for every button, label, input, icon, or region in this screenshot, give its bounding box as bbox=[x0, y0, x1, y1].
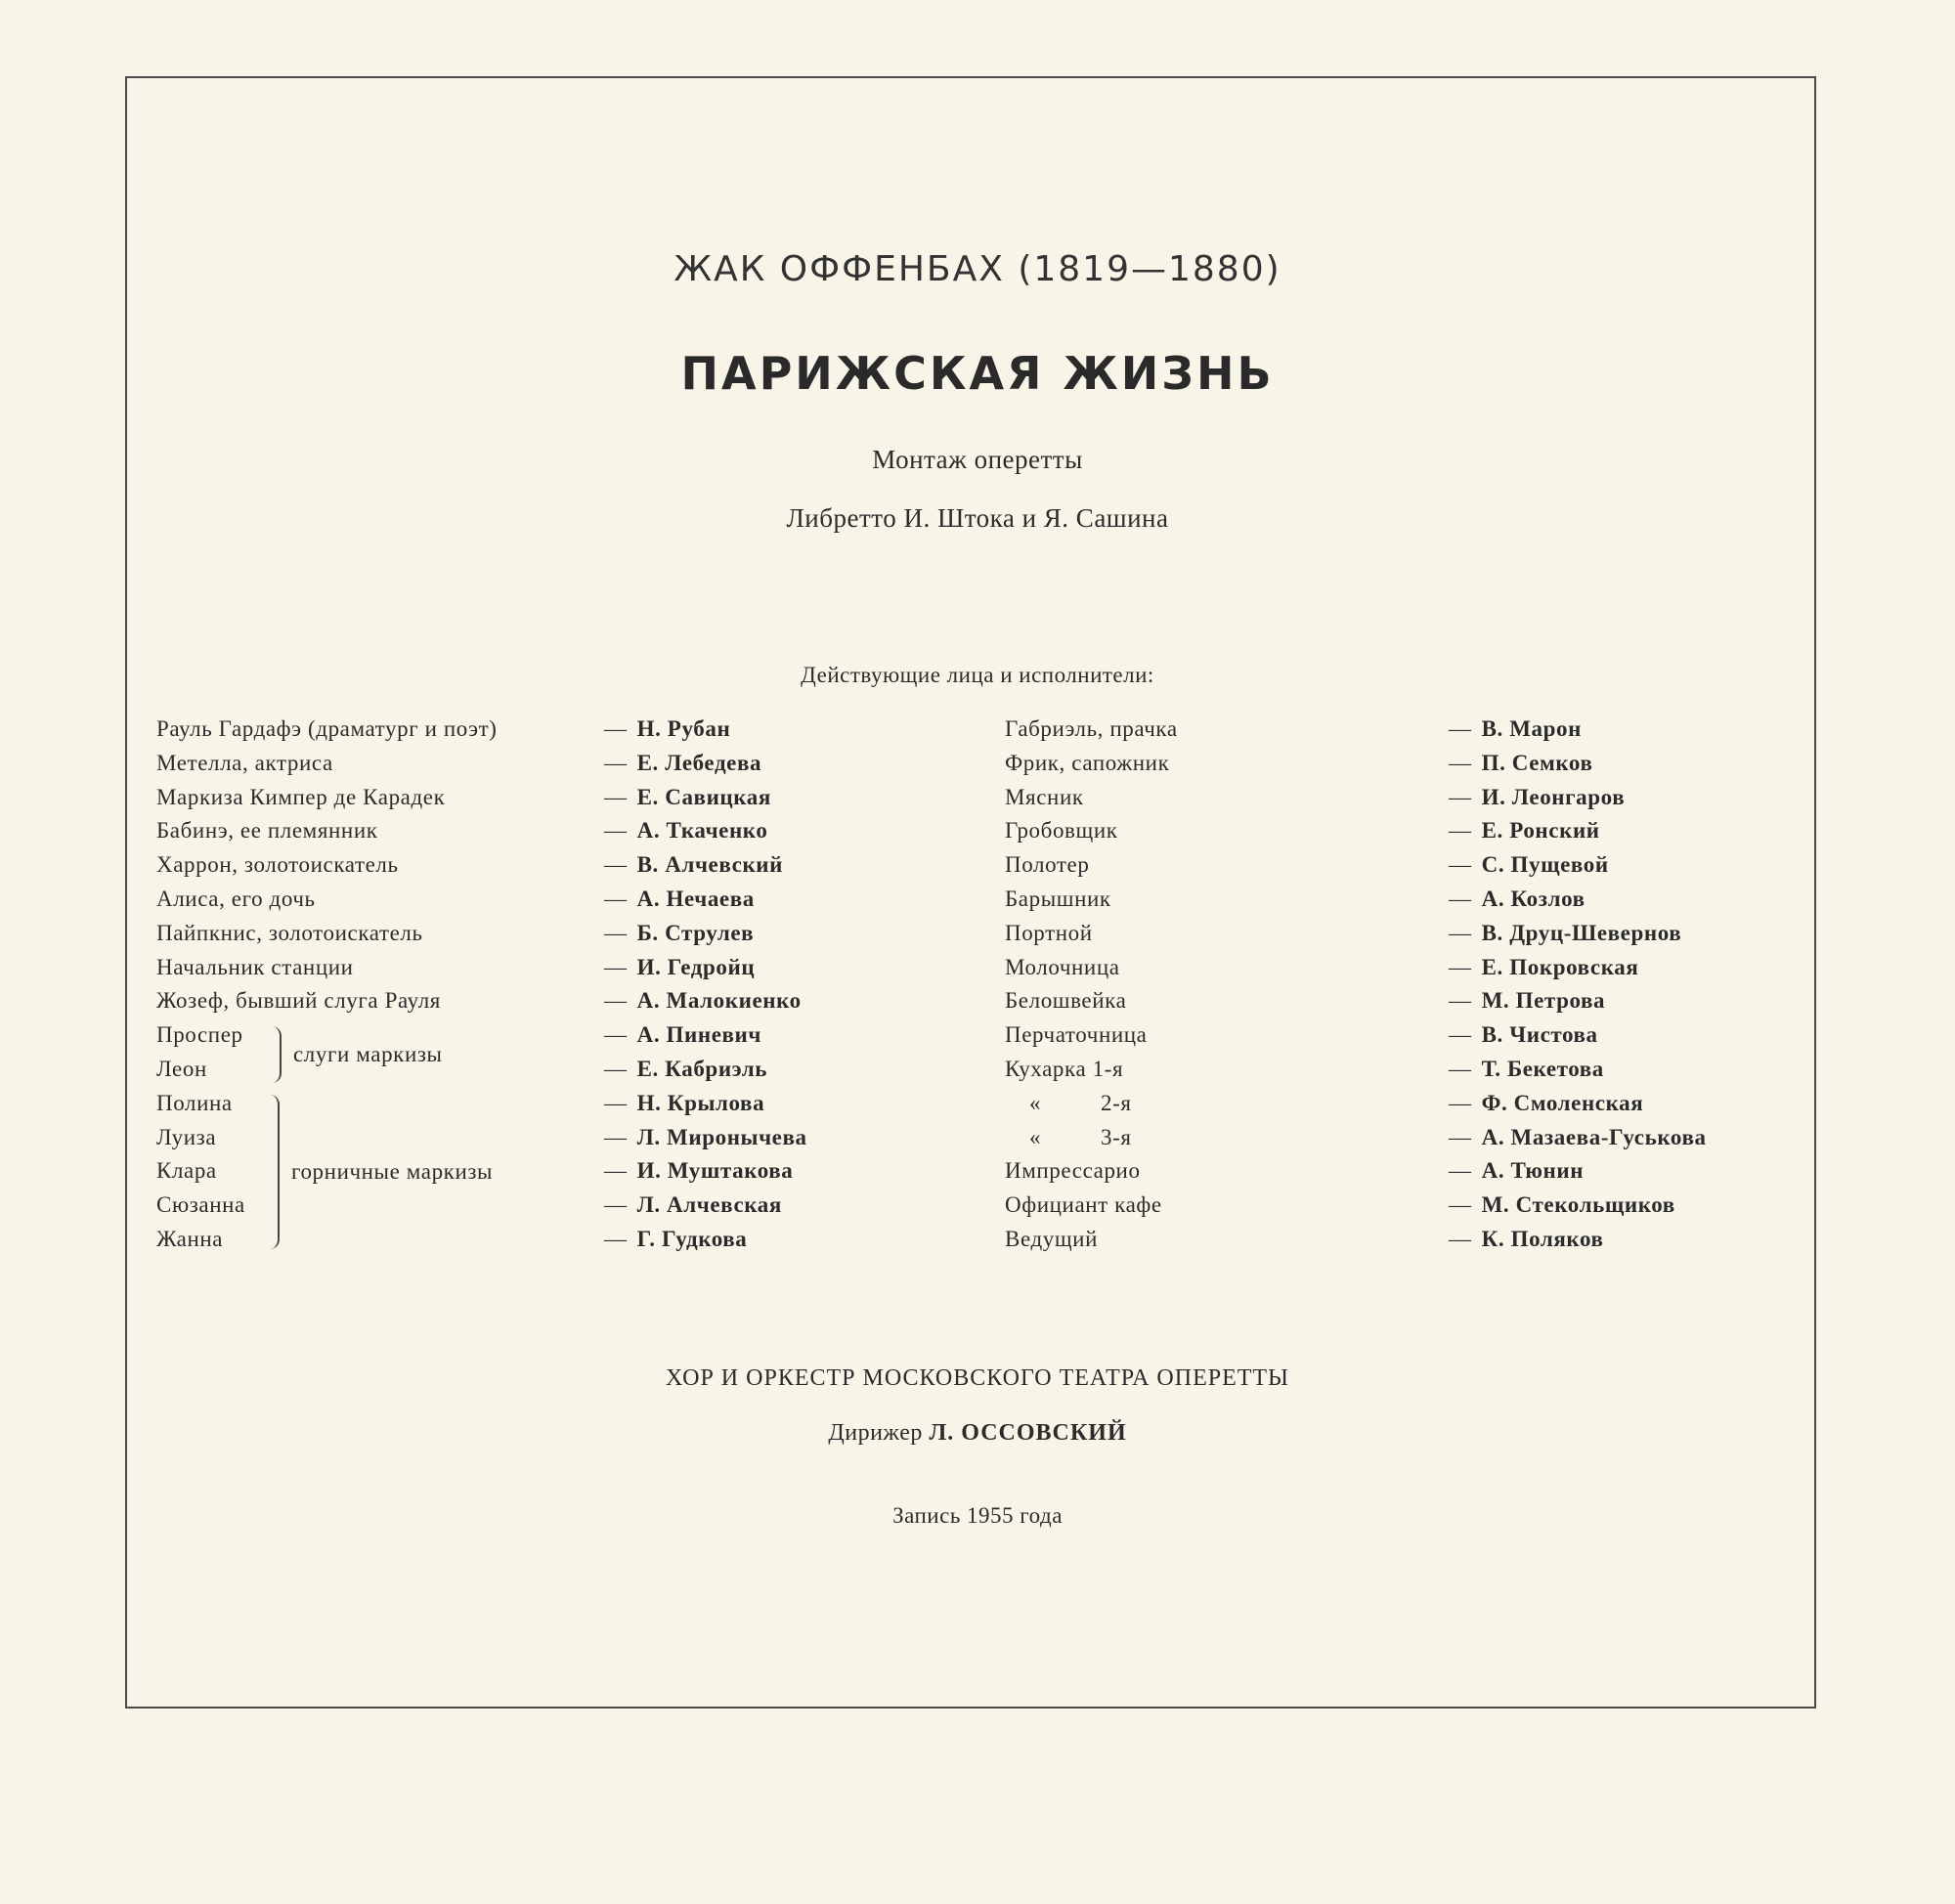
actor-name: А. Малокиенко bbox=[636, 988, 802, 1014]
right-actor bbox=[1449, 1057, 1604, 1082]
work-title: ПАРИЖСКАЯ ЖИЗНЬ bbox=[680, 347, 1275, 400]
maids-brace bbox=[270, 1095, 280, 1249]
left-actor bbox=[604, 1192, 782, 1218]
right-actor bbox=[1449, 1022, 1598, 1048]
dash-separator: — bbox=[1449, 1124, 1472, 1149]
left-role: Жозеф, бывший слуга Рауля bbox=[156, 988, 441, 1014]
left-role: Проспер bbox=[156, 1022, 243, 1048]
dash-separator: — bbox=[1449, 716, 1472, 741]
dash-separator: — bbox=[1449, 988, 1472, 1014]
actor-name: Н. Рубан bbox=[636, 716, 731, 741]
left-role: Сюзанна bbox=[156, 1192, 245, 1218]
actor-name: Б. Струлев bbox=[636, 920, 755, 945]
left-role: Пайпкнис, золотоискатель bbox=[156, 920, 423, 945]
right-role: Официант кафе bbox=[1005, 1192, 1162, 1218]
right-role: Перчаточница bbox=[1005, 1022, 1148, 1048]
conductor-label: Дирижер bbox=[828, 1420, 923, 1446]
actor-name: А. Козлов bbox=[1481, 887, 1586, 911]
composer-heading: ЖАК ОФФЕНБАХ (1819—1880) bbox=[673, 249, 1282, 289]
dash-separator: — bbox=[1449, 1158, 1472, 1184]
left-role: Полина bbox=[156, 1090, 233, 1115]
actor-name: К. Поляков bbox=[1481, 1227, 1604, 1251]
right-role: Мясник bbox=[1005, 784, 1084, 809]
actor-name: С. Пущевой bbox=[1481, 852, 1609, 878]
left-role: Харрон, золотоискатель bbox=[156, 852, 399, 878]
actor-name: А. Мазаева-Гуськова bbox=[1481, 1124, 1707, 1149]
recording-year: Запись 1955 года bbox=[892, 1503, 1063, 1528]
right-role: Молочница bbox=[1005, 954, 1120, 979]
ditto-mark: « bbox=[1028, 1090, 1042, 1115]
right-role: Портной bbox=[1005, 920, 1093, 945]
right-actor bbox=[1449, 921, 1681, 946]
right-actor bbox=[1449, 1192, 1675, 1218]
dash-separator: — bbox=[1449, 954, 1472, 979]
left-actor bbox=[604, 921, 754, 946]
left-role: Жанна bbox=[156, 1227, 224, 1251]
right-actor bbox=[1449, 887, 1586, 912]
right-actor bbox=[1449, 751, 1592, 776]
right-role: Полотер bbox=[1005, 852, 1090, 878]
conductor-name: Л. ОССОВСКИЙ bbox=[929, 1420, 1127, 1446]
right-actor bbox=[1449, 785, 1625, 810]
dash-separator: — bbox=[604, 852, 628, 878]
right-actor bbox=[1449, 955, 1638, 980]
actor-name: В. Друц-Шевернов bbox=[1481, 920, 1682, 945]
actor-name: В. Чистова bbox=[1481, 1022, 1598, 1048]
left-actor bbox=[604, 751, 761, 776]
actor-name: Т. Бекетова bbox=[1481, 1057, 1604, 1081]
actor-name: Е. Савицкая bbox=[636, 784, 771, 809]
left-actor bbox=[604, 1057, 767, 1082]
dash-separator: — bbox=[604, 988, 628, 1014]
actor-name: П. Семков bbox=[1481, 750, 1593, 775]
right-role: Импрессарио bbox=[1005, 1158, 1141, 1184]
left-actor bbox=[604, 1125, 807, 1150]
role-ordinal: 2-я bbox=[1101, 1090, 1132, 1115]
right-role: Ведущий bbox=[1005, 1227, 1098, 1251]
left-actor bbox=[604, 716, 730, 742]
actor-name: А. Пиневич bbox=[636, 1022, 761, 1048]
right-role bbox=[1005, 1091, 1132, 1116]
right-actor bbox=[1449, 1158, 1584, 1184]
right-actor bbox=[1449, 1125, 1707, 1150]
dash-separator: — bbox=[1449, 887, 1472, 911]
actor-name: И. Гедройц bbox=[636, 954, 756, 979]
left-actor bbox=[604, 1158, 793, 1184]
dash-separator: — bbox=[604, 1192, 628, 1218]
dash-separator: — bbox=[604, 1057, 628, 1081]
left-actor bbox=[604, 1091, 764, 1116]
dash-separator: — bbox=[1449, 920, 1472, 945]
actor-name: Е. Кабриэль bbox=[636, 1057, 768, 1081]
actor-name: М. Петрова bbox=[1481, 988, 1606, 1014]
left-actor bbox=[604, 1022, 761, 1048]
dash-separator: — bbox=[604, 887, 628, 911]
dash-separator: — bbox=[1449, 1227, 1472, 1251]
left-role: Луиза bbox=[156, 1124, 217, 1149]
left-actor bbox=[604, 1227, 747, 1252]
actor-name: И. Леонгаров bbox=[1481, 784, 1626, 809]
dash-separator: — bbox=[604, 920, 628, 945]
actor-name: Е. Ронский bbox=[1481, 818, 1600, 844]
left-role: Клара bbox=[156, 1158, 217, 1184]
left-role: Бабинэ, ее племянник bbox=[156, 818, 378, 844]
conductor-credit bbox=[0, 1420, 1955, 1447]
servants-group-label: слуги маркизы bbox=[293, 1042, 443, 1066]
actor-name: И. Муштакова bbox=[636, 1158, 794, 1184]
dash-separator: — bbox=[1449, 1192, 1472, 1218]
actor-name: Л. Алчевская bbox=[636, 1192, 782, 1218]
right-role: Фрик, сапожник bbox=[1005, 750, 1170, 775]
role-ordinal: 3-я bbox=[1101, 1124, 1132, 1149]
dash-separator: — bbox=[1449, 1022, 1472, 1048]
left-role: Рауль Гардафэ (драматург и поэт) bbox=[156, 716, 498, 741]
actor-name: А. Нечаева bbox=[636, 887, 755, 911]
dash-separator: — bbox=[604, 750, 628, 775]
right-role: Барышник bbox=[1005, 887, 1111, 911]
right-actor bbox=[1449, 1227, 1604, 1252]
actor-name: А. Ткаченко bbox=[636, 818, 768, 844]
actor-name: Е. Лебедева bbox=[636, 750, 762, 775]
dash-separator: — bbox=[604, 1124, 628, 1149]
right-role: Белошвейка bbox=[1005, 988, 1127, 1014]
dash-separator: — bbox=[604, 954, 628, 979]
left-role: Метелла, актриса bbox=[156, 750, 333, 775]
right-actor bbox=[1449, 988, 1605, 1014]
actor-name: Е. Покровская bbox=[1481, 954, 1639, 979]
actor-name: Ф. Смоленская bbox=[1481, 1090, 1644, 1115]
right-actor bbox=[1449, 818, 1600, 844]
actor-name: Г. Гудкова bbox=[636, 1227, 748, 1251]
dash-separator: — bbox=[1449, 1057, 1472, 1081]
dash-separator: — bbox=[604, 1227, 628, 1251]
ditto-mark: « bbox=[1028, 1124, 1042, 1149]
right-actor bbox=[1449, 852, 1609, 878]
left-actor bbox=[604, 955, 755, 980]
dash-separator: — bbox=[604, 784, 628, 809]
right-role: Гробовщик bbox=[1005, 818, 1118, 844]
right-role: Габриэль, прачка bbox=[1005, 716, 1178, 741]
actor-name: Н. Крылова bbox=[636, 1090, 765, 1115]
dash-separator: — bbox=[604, 716, 628, 741]
dash-separator: — bbox=[604, 1022, 628, 1048]
left-role: Начальник станции bbox=[156, 954, 354, 979]
actor-name: В. Алчевский bbox=[636, 852, 784, 878]
left-role: Маркиза Кимпер де Карадек bbox=[156, 784, 446, 809]
dash-separator: — bbox=[604, 1158, 628, 1184]
right-role bbox=[1005, 1125, 1132, 1150]
actor-name: М. Стекольщиков bbox=[1481, 1192, 1675, 1218]
dash-separator: — bbox=[1449, 784, 1472, 809]
libretto-credit: Либретто И. Штока и Я. Сашина bbox=[786, 503, 1169, 533]
work-subtitle: Монтаж оперетты bbox=[872, 445, 1083, 474]
left-role: Алиса, его дочь bbox=[156, 887, 316, 911]
maids-group-label: горничные маркизы bbox=[291, 1159, 494, 1184]
dash-separator: — bbox=[1449, 750, 1472, 775]
chorus-orchestra-credit: ХОР И ОРКЕСТР МОСКОВСКОГО ТЕАТРА ОПЕРЕТТЫ bbox=[666, 1365, 1289, 1391]
dash-separator: — bbox=[604, 818, 628, 844]
servants-brace bbox=[272, 1026, 282, 1083]
left-actor bbox=[604, 818, 767, 844]
dash-separator: — bbox=[1449, 852, 1472, 878]
actor-name: В. Марон bbox=[1481, 716, 1583, 741]
left-actor bbox=[604, 852, 783, 878]
left-actor bbox=[604, 785, 771, 810]
actor-name: Л. Миронычева bbox=[636, 1124, 807, 1149]
dash-separator: — bbox=[604, 1090, 628, 1115]
actor-name: А. Тюнин bbox=[1481, 1158, 1585, 1184]
cast-heading: Действующие лица и исполнители: bbox=[801, 663, 1154, 687]
left-role: Леон bbox=[156, 1057, 207, 1081]
right-role: Кухарка 1-я bbox=[1005, 1057, 1124, 1081]
right-actor bbox=[1449, 1091, 1643, 1116]
dash-separator: — bbox=[1449, 818, 1472, 844]
dash-separator: — bbox=[1449, 1090, 1472, 1115]
left-actor bbox=[604, 887, 755, 912]
left-actor bbox=[604, 988, 802, 1014]
right-actor bbox=[1449, 716, 1582, 742]
